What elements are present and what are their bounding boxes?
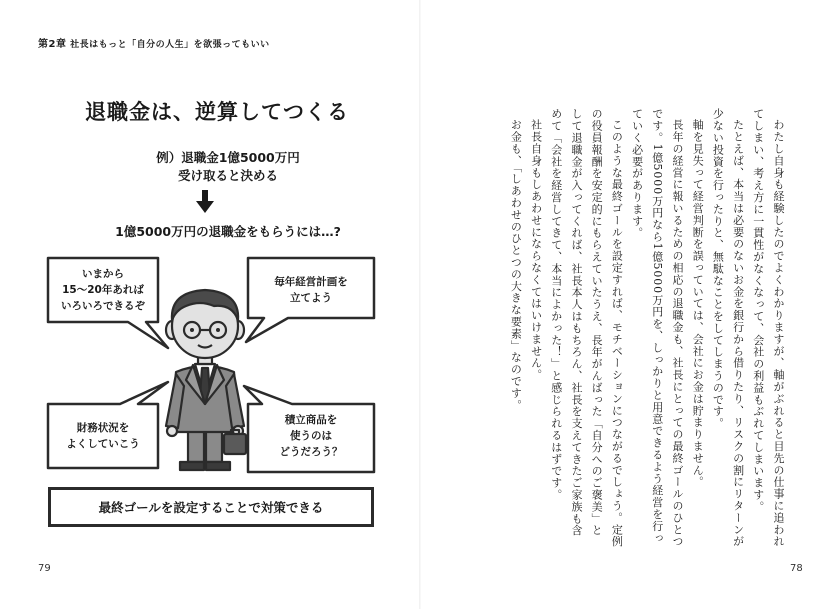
question: 1億5000万円の退職金をもらうには…? [115,224,341,239]
page-number-right: 78 [790,563,803,574]
paragraph: たとえば、本当は必要のないお金を銀行から借りたり、リスクの割にリターンが少ない投資を行ったりと、無駄なことをしてしまうのです。 [711,108,745,548]
paragraph: このような最終ゴールを設定すれば、モチベーションにつながるでしょう。定例の役員報酬を安定的にもらえていたうえ、長年がんばった「自分へのご褒美」として退職金が入ってくれば、社長本人はもちろん、社長を支えてきたご家族も含めて「会社を経営してきて、本当によかった！」と感じられるはずです。 [549,108,624,548]
paragraph: 軸を見失って経営判断を誤っていては、会社にお金は貯まりません。 [691,119,705,488]
example-line1: 例）退職金1億5000万円 [156,150,300,165]
body-text [458,108,788,548]
chapter-mark: 第2章 [38,39,67,50]
paragraph: 長年の経営に報いるための相応の退職金も、社長にとっての最終ゴールのひとつです。1億5000万円なら1億5000万円を、しっかりと用意できるよう経営を行っていく必要があります。 [630,108,684,548]
bubble-text-bottom-left: 財務状況を よくしていこう [66,422,140,450]
paragraph: お金も、「しあわせのひとつの大きな要素」なのです。 [509,119,523,411]
chapter-title: 社長はもっと「自分の人生」を欲張ってもいい [70,40,270,50]
example-line2: 受け取ると決める [177,168,278,183]
bubble-text-bottom-right: 積立商品を 使うのは どうだろう？ [279,414,343,458]
bubble-text-top-left: いまから 15～20年あれば いろいろできるぞ [61,268,145,312]
figure-title: 退職金は、逆算してつくる [85,100,349,124]
bubble-text-top-right: 毎年経営計画を 立てよう [274,276,348,304]
businessman-character [166,290,246,470]
paragraph: わたし自身も経験したのでよくわかりますが、軸がぶれると目先の仕事に追われてしまい、考え方に一貫性がなくなって、会社の利益もぶれてしまいます。 [751,108,785,548]
page-number-left: 79 [38,563,51,574]
paragraph: 社長自身もしあわせにならなくてはいけません。 [529,119,543,381]
goal-box: 最終ゴールを設定することで対策できる [48,487,374,527]
